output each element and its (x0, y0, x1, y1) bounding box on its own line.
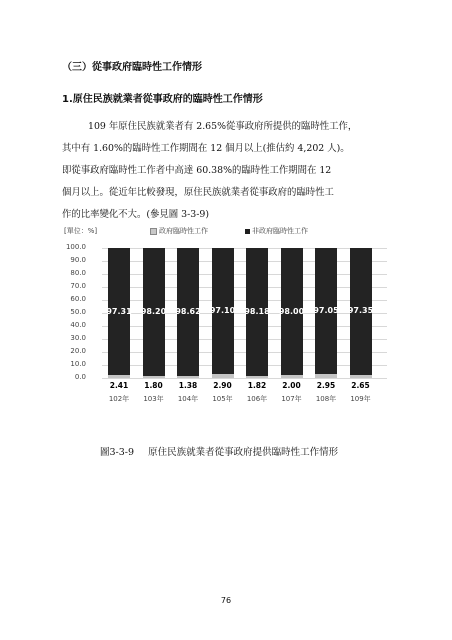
legend-label-gov: 政府臨時性工作 (159, 227, 208, 235)
section-heading: （三）從事政府臨時性工作情形 (62, 62, 202, 73)
y-tick-label: 60.0 (70, 295, 86, 303)
paragraph-line: 其中有 1.60%的臨時性工作期間在 12 個月以上(推估約 4,202 人)。 (62, 143, 350, 154)
x-tick-label: 108年 (315, 395, 337, 403)
subheading: 1.原住民族就業者從事政府的臨時性工作情形 (62, 94, 263, 105)
paragraph-line: 作的比率變化不大。(參見圖 3-3-9) (62, 209, 210, 220)
page-number: 76 (220, 596, 232, 605)
y-tick-label: 20.0 (70, 347, 86, 355)
x-tick-label: 109年 (350, 395, 371, 403)
y-tick-label: 70.0 (70, 282, 86, 290)
data-label-gov: 2.65 (351, 381, 370, 390)
data-label-nongov: 97.31 (106, 306, 132, 316)
data-label-nongov: 97.05 (313, 306, 339, 316)
bar-gov (350, 375, 372, 378)
y-tick-label: 100.0 (65, 243, 86, 251)
bar-gov (108, 375, 130, 378)
bar-gov (315, 374, 337, 378)
x-tick-label: 107年 (281, 395, 302, 403)
x-tick-label: 102年 (108, 395, 130, 403)
x-tick-label: 105年 (212, 395, 233, 403)
y-tick-label: 50.0 (70, 308, 86, 316)
data-label-nongov: 98.62 (175, 307, 201, 317)
data-label-nongov: 98.20 (140, 306, 167, 316)
y-tick-label: 90.0 (70, 256, 86, 264)
data-label-gov: 2.41 (109, 381, 129, 390)
legend-item-gov (150, 226, 208, 236)
bar-gov (246, 376, 268, 378)
x-tick-label: 106年 (246, 395, 268, 403)
x-tick-label: 103年 (143, 395, 164, 403)
paragraph-line: 個月以上。從近年比較發現，原住民族就業者從事政府的臨時性工 (62, 187, 334, 198)
data-label-gov: 1.82 (247, 381, 267, 390)
y-tick-label: 80.0 (70, 269, 86, 277)
bar-gov (212, 374, 234, 378)
bar-gov (177, 376, 199, 378)
paragraph-line: 即從事政府臨時性工作者中高達 60.38%的臨時性工作期間在 12 (62, 165, 332, 176)
caption-text: 原住民族就業者從事政府提供臨時性工作情形 (148, 447, 339, 458)
legend-item-nongov (245, 226, 308, 236)
y-tick-label: 40.0 (70, 321, 86, 329)
data-label-gov: 2.95 (316, 381, 336, 390)
data-label-gov: 1.38 (178, 381, 198, 390)
data-label-gov: 2.90 (213, 381, 232, 390)
legend-swatch-gov (150, 228, 157, 235)
y-tick-label: 0.0 (74, 373, 86, 381)
stacked-bar-chart (60, 224, 390, 406)
bar-gov (281, 375, 303, 378)
x-tick-label: 104年 (177, 395, 199, 403)
data-label-nongov: 97.35 (347, 306, 374, 316)
legend-label-nongov: 非政府臨時性工作 (252, 227, 308, 235)
paragraph-line: 109 年原住民族就業者有 2.65%從事政府所提供的臨時性工作， (88, 121, 358, 132)
body-paragraph (62, 116, 392, 226)
data-label-nongov: 98.18 (244, 306, 270, 316)
data-label-gov: 1.80 (144, 381, 163, 390)
data-label-nongov: 98.00 (278, 306, 305, 316)
bar-gov (143, 376, 165, 378)
y-tick-label: 10.0 (70, 360, 86, 368)
gridline (102, 378, 387, 379)
unit-label: [單位：%] (64, 227, 98, 235)
y-tick-label: 30.0 (70, 334, 86, 342)
legend-swatch-nongov (245, 229, 250, 234)
data-label-nongov: 97.10 (209, 306, 236, 316)
data-label-gov: 2.00 (282, 381, 301, 390)
caption-number: 圖3-3-9 (100, 447, 135, 458)
figure-caption (100, 444, 338, 458)
